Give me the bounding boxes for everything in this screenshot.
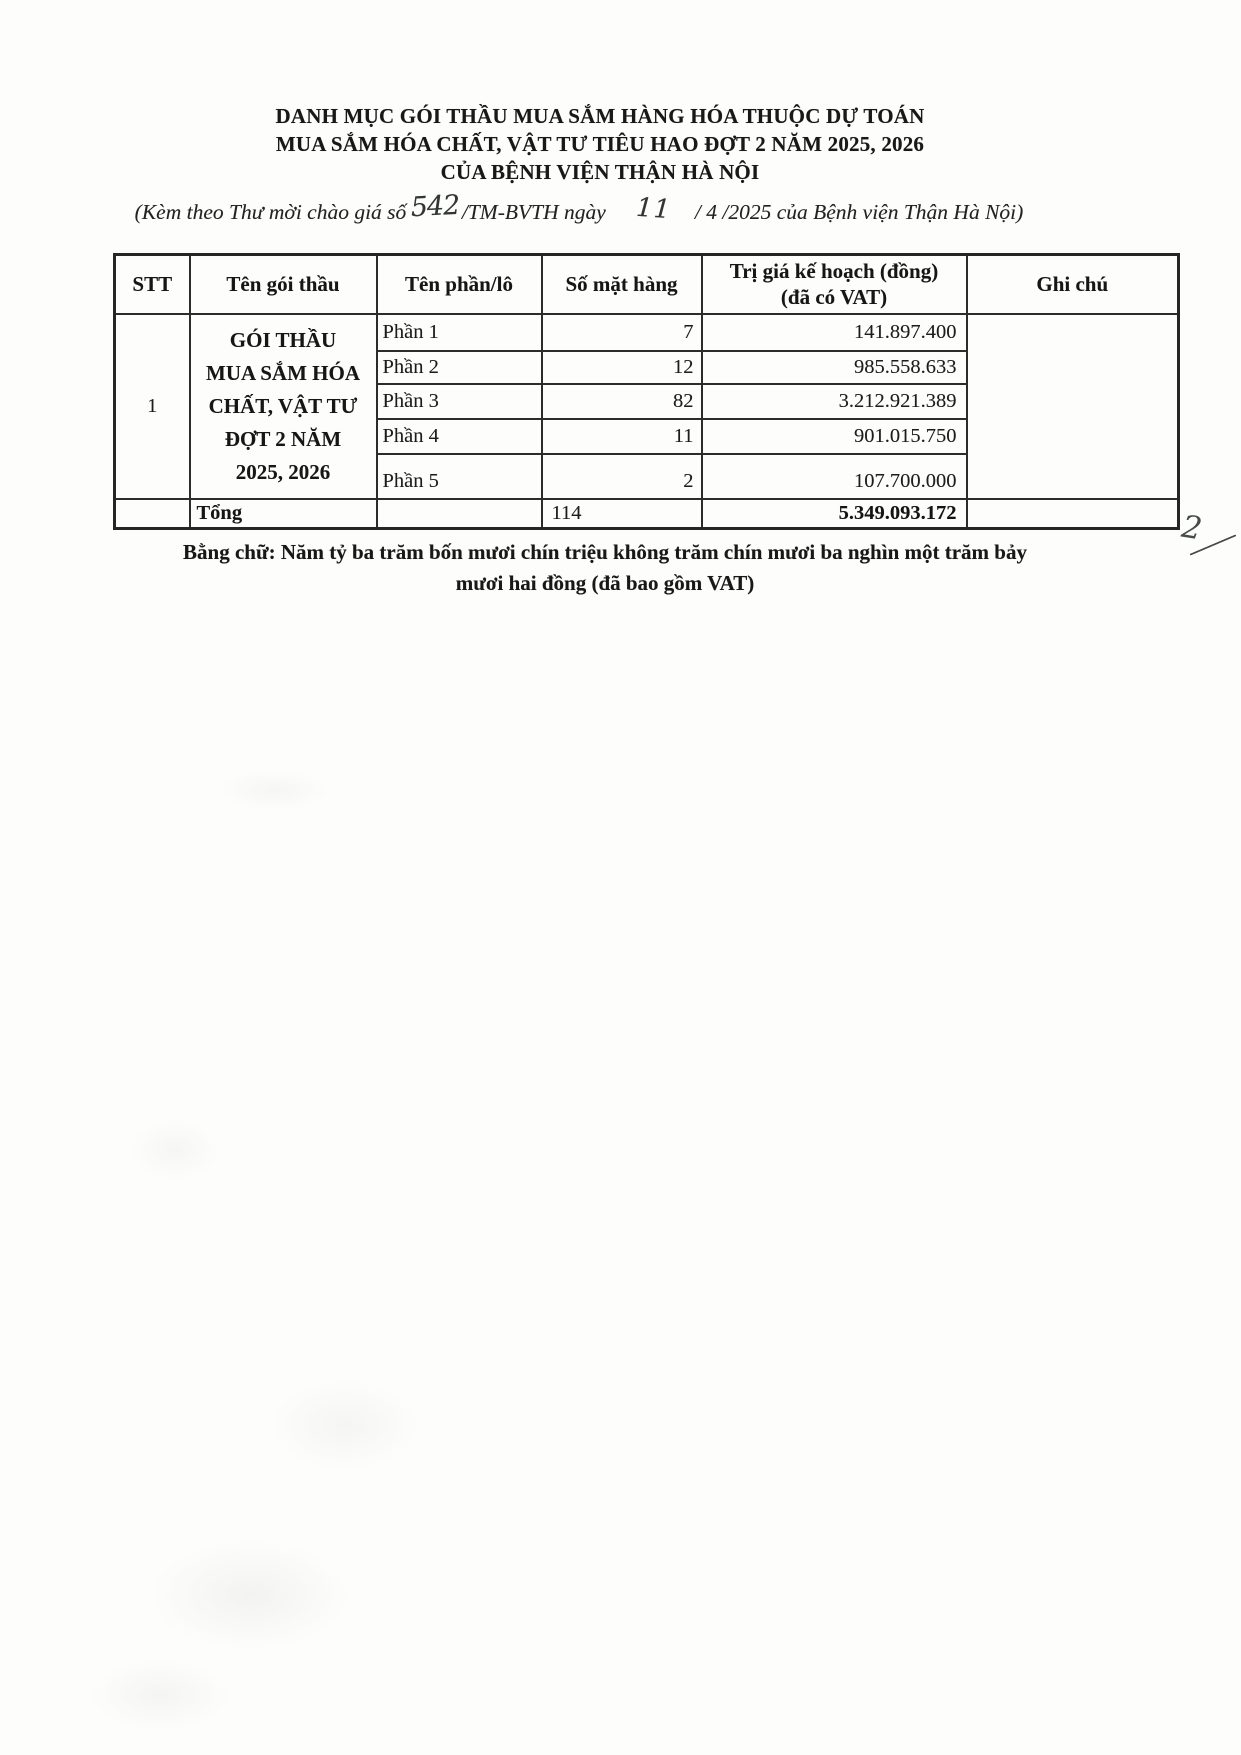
total-stt-cell xyxy=(115,499,190,529)
title-line-1: DANH MỤC GÓI THẦU MUA SẮM HÀNG HÓA THUỘC DỰ TOÁN xyxy=(275,104,925,128)
item-count: 82 xyxy=(542,384,702,419)
header-stt: STT xyxy=(115,255,190,314)
amount-in-words xyxy=(0,537,1210,599)
scan-smudge xyxy=(220,770,330,810)
document-title xyxy=(0,102,1200,186)
amount-in-words-line2: mươi hai đồng (đã bao gồm VAT) xyxy=(455,571,755,595)
package-name-line: CHẤT, VẬT TƯ xyxy=(208,393,358,418)
scan-smudge xyxy=(90,1660,230,1730)
scan-smudge xyxy=(150,1540,350,1650)
planned-value: 901.015.750 xyxy=(702,419,967,454)
table-row xyxy=(115,314,1179,351)
item-count: 12 xyxy=(542,351,702,384)
table-total-row xyxy=(115,499,1179,529)
package-name-line: MUA SẮM HÓA xyxy=(206,360,360,385)
total-lot-cell xyxy=(377,499,542,529)
lot-name: Phần 3 xyxy=(377,384,542,419)
procurement-packages-table xyxy=(113,253,1180,530)
planned-value: 107.700.000 xyxy=(702,454,967,499)
subtitle-suffix: / 4 /2025 của Bệnh viện Thận Hà Nội) xyxy=(694,200,1024,224)
header-planned-value-line2: (đã có VAT) xyxy=(780,285,888,310)
stt-cell: 1 xyxy=(115,314,190,499)
package-name-line: GÓI THẦU xyxy=(229,327,337,352)
subtitle-prefix: (Kèm theo Thư mời chào giá số xyxy=(134,200,407,224)
scan-smudge xyxy=(130,1120,220,1180)
handwritten-doc-number: 542 xyxy=(410,189,461,224)
planned-value: 141.897.400 xyxy=(702,314,967,351)
package-name-line: ĐỢT 2 NĂM xyxy=(224,426,342,451)
subtitle-middle: /TM-BVTH ngày xyxy=(461,200,606,224)
document-subtitle xyxy=(0,189,1158,229)
lot-name: Phần 5 xyxy=(377,454,542,499)
amount-in-words-line1: Bằng chữ: Năm tỷ ba trăm bốn mươi chín triệu không trăm chín mươi ba nghìn một trăm bảy xyxy=(183,540,1027,564)
header-notes: Ghi chú xyxy=(967,255,1179,314)
total-planned-value: 5.349.093.172 xyxy=(702,499,967,529)
item-count: 11 xyxy=(542,419,702,454)
planned-value: 3.212.921.389 xyxy=(702,384,967,419)
lot-name: Phần 4 xyxy=(377,419,542,454)
title-line-3: CỦA BỆNH VIỆN THẬN HÀ NỘI xyxy=(440,160,760,184)
header-package-name: Tên gói thầu xyxy=(190,255,377,314)
header-item-count: Số mặt hàng xyxy=(542,255,702,314)
handwritten-page-number: 2 xyxy=(1179,508,1205,548)
planned-value: 985.558.633 xyxy=(702,351,967,384)
lot-name: Phần 1 xyxy=(377,314,542,351)
handwritten-page-number-mark xyxy=(1172,508,1238,568)
header-planned-value-line1: Trị giá kế hoạch (đồng) xyxy=(729,259,939,284)
title-line-2: MUA SẮM HÓA CHẤT, VẬT TƯ TIÊU HAO ĐỢT 2 NĂM 2025, 2026 xyxy=(275,132,925,156)
table-header-row xyxy=(115,255,1179,314)
item-count: 2 xyxy=(542,454,702,499)
notes-cell xyxy=(967,314,1179,499)
handwritten-day: 11 xyxy=(634,192,673,226)
header-lot-name: Tên phần/lô xyxy=(377,255,542,314)
total-notes-cell xyxy=(967,499,1179,529)
header-planned-value xyxy=(702,255,967,314)
package-name-cell xyxy=(190,314,377,499)
total-label: Tổng xyxy=(190,499,377,529)
total-item-count: 114 xyxy=(542,499,702,529)
package-name-line: 2025, 2026 xyxy=(235,459,331,484)
item-count: 7 xyxy=(542,314,702,351)
scan-smudge xyxy=(270,1380,420,1470)
lot-name: Phần 2 xyxy=(377,351,542,384)
